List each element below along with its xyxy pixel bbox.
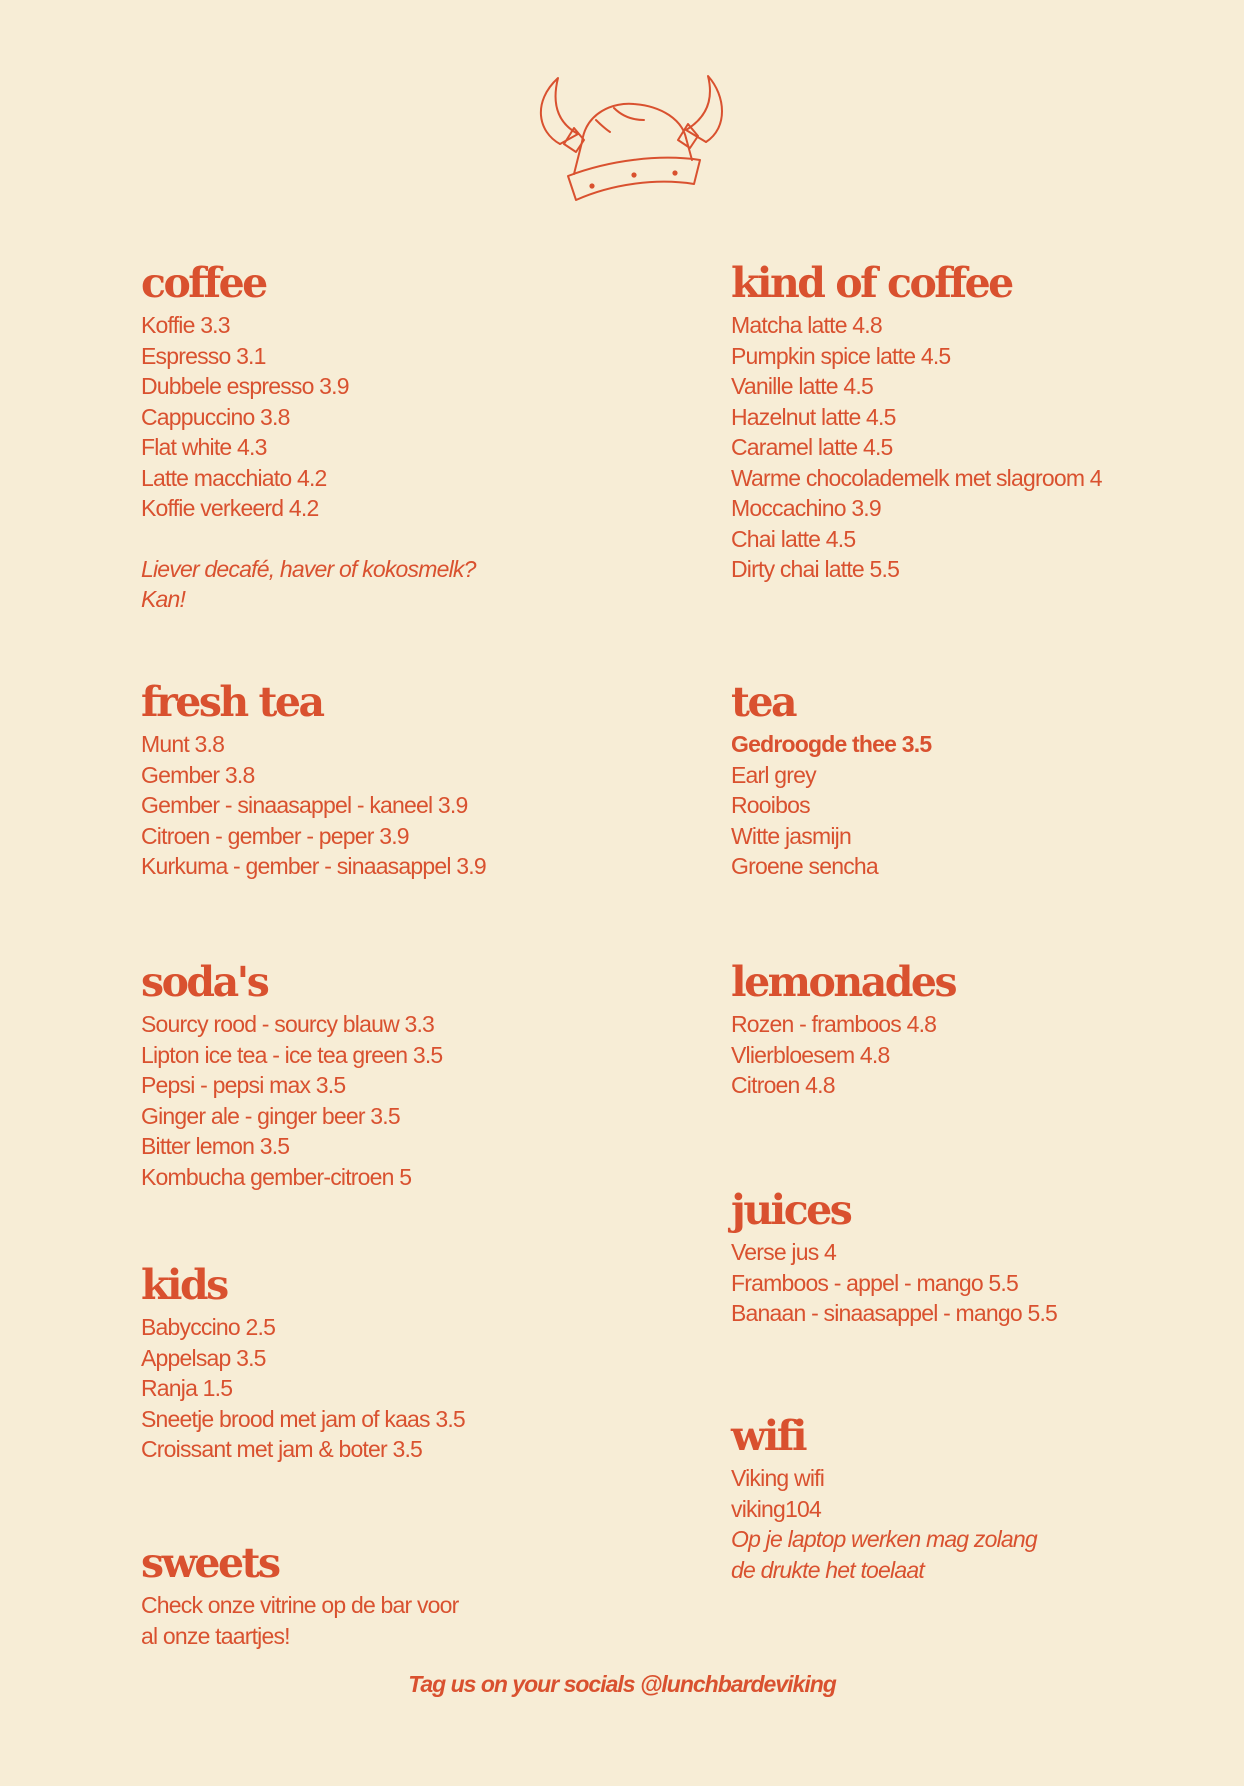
sweets-section — [141, 1540, 661, 1651]
menu-item: Koffie verkeerd 4.2 — [141, 495, 319, 521]
menu-item: Pumpkin spice latte 4.5 — [731, 342, 951, 369]
menu-item: Rooibos — [731, 792, 810, 818]
menu-item: Earl grey — [731, 761, 816, 788]
menu-item: Citroen - gember - peper 3.9 — [141, 822, 409, 849]
lemonades-section — [731, 959, 1244, 1101]
menu-item: Pepsi - pepsi max 3.5 — [141, 1072, 346, 1098]
menu-item: Ginger ale - ginger beer 3.5 — [141, 1102, 400, 1129]
menu-item: Verse jus 4 — [731, 1239, 836, 1265]
footer-socials: Tag us on your socials @lunchbardeviking — [408, 1671, 836, 1697]
section-title: coffee — [141, 259, 266, 307]
menu-item: Koffie 3.3 — [141, 312, 230, 338]
menu-item: Citroen 4.8 — [731, 1072, 835, 1098]
fresh-tea-section — [141, 679, 661, 882]
section-title: fresh tea — [141, 678, 323, 726]
menu-item: Cappuccino 3.8 — [141, 403, 290, 430]
coffee-note: Kan! — [141, 586, 186, 612]
menu-item: Sneetje brood met jam of kaas 3.5 — [141, 1405, 465, 1432]
kids-section — [141, 1262, 661, 1465]
menu-item: Vlierbloesem 4.8 — [731, 1041, 890, 1068]
menu-item: Vanille latte 4.5 — [731, 373, 873, 399]
section-title: sweets — [141, 1539, 279, 1587]
viking-helmet-icon — [530, 72, 730, 212]
menu-item: Chai latte 4.5 — [731, 525, 856, 552]
coffee-note: Liever decafé, haver of kokosmelk? — [141, 555, 476, 582]
menu-item: Matcha latte 4.8 — [731, 312, 882, 338]
wifi-section — [731, 1413, 1244, 1585]
menu-item: Babyccino 2.5 — [141, 1314, 276, 1340]
menu-item: Munt 3.8 — [141, 731, 225, 757]
menu-item: Latte macchiato 4.2 — [141, 464, 327, 491]
sodas-section — [141, 959, 661, 1192]
section-title: lemonades — [731, 958, 956, 1006]
menu-item: Caramel latte 4.5 — [731, 434, 893, 460]
menu-item: Hazelnut latte 4.5 — [731, 403, 896, 430]
section-title: kind of coffee — [731, 259, 1012, 307]
juices-section — [731, 1187, 1244, 1329]
kind-of-coffee-section — [731, 260, 1244, 585]
menu-item: Appelsap 3.5 — [141, 1344, 266, 1371]
wifi-password: viking104 — [731, 1495, 821, 1522]
sweets-text: Check onze vitrine op de bar voor — [141, 1592, 459, 1618]
sweets-text: al onze taartjes! — [141, 1622, 290, 1649]
menu-item: Framboos - appel - mango 5.5 — [731, 1269, 1018, 1296]
menu-item: Espresso 3.1 — [141, 342, 266, 369]
menu-item: Dirty chai latte 5.5 — [731, 556, 900, 582]
coffee-section — [141, 260, 661, 615]
menu-item: Groene sencha — [731, 853, 878, 879]
section-title: juices — [731, 1186, 851, 1234]
section-title: tea — [731, 678, 796, 726]
menu-item: Bitter lemon 3.5 — [141, 1133, 290, 1159]
menu-item: Ranja 1.5 — [141, 1375, 233, 1401]
menu-item: Gember 3.8 — [141, 761, 255, 788]
menu-item: Sourcy rood - sourcy blauw 3.3 — [141, 1011, 435, 1037]
wifi-network: Viking wifi — [731, 1465, 825, 1491]
menu-item: Banaan - sinaasappel - mango 5.5 — [731, 1300, 1058, 1326]
menu-item: Croissant met jam & boter 3.5 — [141, 1436, 423, 1462]
section-title: kids — [141, 1261, 227, 1309]
menu-item: Flat white 4.3 — [141, 434, 267, 460]
tea-section — [731, 679, 1244, 882]
section-title: soda's — [141, 958, 268, 1006]
menu-item: Rozen - framboos 4.8 — [731, 1011, 937, 1037]
menu-item: Kurkuma - gember - sinaasappel 3.9 — [141, 853, 486, 879]
tea-header: Gedroogde thee 3.5 — [731, 731, 932, 757]
section-title: wifi — [731, 1412, 806, 1460]
wifi-note: de drukte het toelaat — [731, 1556, 924, 1583]
menu-item: Moccachino 3.9 — [731, 495, 881, 521]
menu-item: Lipton ice tea - ice tea green 3.5 — [141, 1041, 443, 1068]
wifi-note: Op je laptop werken mag zolang — [731, 1526, 1037, 1552]
menu-item: Kombucha gember-citroen 5 — [141, 1163, 412, 1190]
menu-item: Warme chocolademelk met slagroom 4 — [731, 464, 1102, 491]
menu-item: Gember - sinaasappel - kaneel 3.9 — [141, 792, 468, 818]
viking-helmet-logo — [530, 72, 730, 212]
menu-item: Witte jasmijn — [731, 822, 851, 849]
menu-item: Dubbele espresso 3.9 — [141, 373, 349, 399]
